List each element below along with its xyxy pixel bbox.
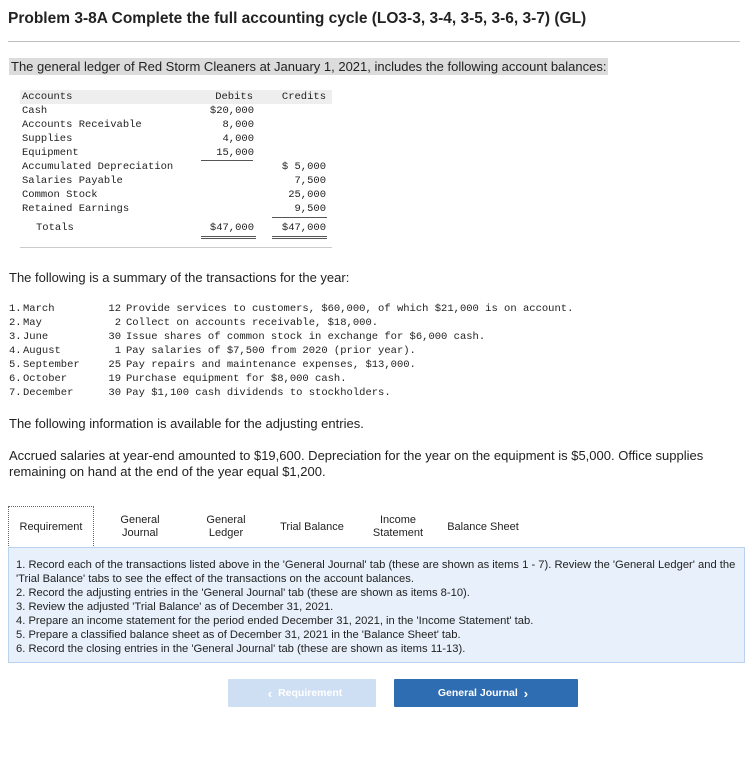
tab-label: Requirement	[19, 520, 83, 533]
tx-description: Collect on accounts receivable, $18,000.	[126, 317, 379, 329]
ledger-debit: 8,000	[222, 119, 254, 131]
ledger-header-row	[20, 90, 332, 104]
header-credits: Credits	[281, 91, 326, 103]
transaction-row	[9, 344, 669, 358]
tx-number: 1.	[9, 303, 22, 315]
debit-total-double-rule	[201, 238, 256, 239]
ledger-account: Accumulated Depreciation	[22, 161, 174, 173]
ledger-account: Supplies	[22, 133, 73, 145]
requirement-item: 4. Prepare an income statement for the period ended December 31, 2021, in the 'Income Statement' tab.	[16, 615, 534, 627]
requirement-item: 6. Record the closing entries in the 'General Journal' tab (these are shown as items 11-13).	[16, 643, 466, 655]
tx-month: June	[23, 331, 49, 343]
totals-debit: $47,000	[209, 222, 254, 234]
ledger-account: Accounts Receivable	[22, 119, 142, 131]
tx-month: August	[23, 345, 61, 357]
tab-label: Ledger	[208, 527, 244, 539]
header-accounts: Accounts	[22, 91, 73, 103]
tx-description: Purchase equipment for $8,000 cash.	[126, 373, 347, 385]
requirement-item: 2. Record the adjusting entries in the 'General Journal' tab (these are shown as items 8-10).	[16, 587, 470, 599]
transaction-row	[9, 372, 669, 386]
transaction-row	[9, 330, 669, 344]
prev-requirement-button[interactable]	[228, 679, 376, 707]
ledger-row	[20, 104, 332, 118]
transaction-row	[9, 358, 669, 372]
ledger-row	[20, 202, 332, 216]
tab-label: General	[120, 514, 160, 526]
next-general-journal-button[interactable]	[394, 679, 578, 707]
credit-total-double-rule	[272, 236, 327, 237]
transaction-row	[9, 386, 669, 400]
tx-day: 1	[114, 345, 121, 357]
tx-month: May	[23, 317, 42, 329]
ledger-debit: 15,000	[216, 147, 254, 159]
tab-general-ledger[interactable]	[183, 506, 269, 548]
transaction-row	[9, 302, 669, 316]
ledger-credit: 25,000	[288, 189, 326, 201]
transaction-row	[9, 316, 669, 330]
ledger-account: Salaries Payable	[22, 175, 123, 187]
tab-label: Statement	[372, 527, 424, 539]
requirement-item: 1. Record each of the transactions listed above in the 'General Journal' tab (these are shown as items 1 - 7). Review the 'General Ledger' and the 'Trial Balance' tabs to see the effect of the transactions on the account balances.	[16, 559, 736, 585]
tx-month: October	[23, 373, 68, 385]
adjusting-detail: Accrued salaries at year-end amounted to $19,600. Depreciation for the year on the equipment is $5,000. Office supplies remaining on hand at the end of the year equal $1,200.	[9, 448, 704, 479]
title-divider	[8, 41, 740, 42]
ledger-row	[20, 160, 332, 174]
tx-description: Provide services to customers, $60,000, of which $21,000 is on account.	[126, 303, 574, 315]
ledger-account: Common Stock	[22, 189, 98, 201]
tx-number: 7.	[9, 387, 22, 399]
tx-description: Issue shares of common stock in exchange for $6,000 cash.	[126, 331, 486, 343]
tx-day: 30	[108, 387, 121, 399]
tx-description: Pay salaries of $7,500 from 2020 (prior year).	[126, 345, 416, 357]
chevron-right-icon: ›	[523, 685, 529, 701]
ledger-row	[20, 174, 332, 188]
tx-number: 6.	[9, 373, 22, 385]
tab-trial-balance[interactable]	[269, 506, 355, 548]
requirement-item: 5. Prepare a classified balance sheet as of December 31, 2021 in the 'Balance Sheet' tab.	[16, 629, 461, 641]
tx-day: 30	[108, 331, 121, 343]
tx-day: 2	[114, 317, 121, 329]
ledger-row	[20, 132, 332, 146]
header-debits: Debits	[215, 91, 253, 103]
ledger-credit: $ 5,000	[281, 161, 326, 173]
tab-general-journal[interactable]	[97, 506, 183, 548]
ledger-credit: 9,500	[294, 203, 326, 215]
totals-label: Totals	[36, 222, 74, 234]
ledger-account: Equipment	[22, 147, 79, 159]
tab-label: General	[206, 514, 246, 526]
debit-total-double-rule	[201, 236, 256, 237]
tx-number: 5.	[9, 359, 22, 371]
tx-day: 19	[108, 373, 121, 385]
ledger-row	[20, 188, 332, 202]
chevron-left-icon: ‹	[267, 685, 273, 701]
adjusting-intro: The following information is available for the adjusting entries.	[9, 416, 364, 431]
tab-income-statement[interactable]	[355, 506, 441, 548]
tab-label: Journal	[121, 527, 159, 539]
requirements-panel	[8, 547, 745, 663]
tx-number: 2.	[9, 317, 22, 329]
tx-day: 12	[108, 303, 121, 315]
tab-label: Balance Sheet	[447, 520, 519, 533]
tx-month: September	[23, 359, 80, 371]
tab-label: Income	[379, 514, 417, 526]
problem-intro: The general ledger of Red Storm Cleaners at January 1, 2021, includes the following account balances:	[11, 59, 607, 74]
tab-requirement[interactable]	[8, 506, 94, 548]
ledger-account: Retained Earnings	[22, 203, 130, 215]
tab-label: Trial Balance	[280, 520, 344, 533]
next-button-label: General Journal	[437, 687, 518, 699]
ledger-account: Cash	[22, 105, 48, 117]
totals-credit: $47,000	[281, 222, 326, 234]
requirement-item: 3. Review the adjusted 'Trial Balance' as of December 31, 2021.	[16, 601, 334, 613]
ledger-debit: $20,000	[209, 105, 254, 117]
ledger-totals-row	[20, 221, 332, 235]
tx-description: Pay $1,100 cash dividends to stockholders.	[126, 387, 391, 399]
tx-description: Pay repairs and maintenance expenses, $13,000.	[126, 359, 416, 371]
prev-button-label: Requirement	[278, 687, 343, 699]
tx-number: 3.	[9, 331, 22, 343]
tab-balance-sheet[interactable]	[441, 506, 525, 548]
ledger-credit: 7,500	[294, 175, 326, 187]
summary-label: The following is a summary of the transactions for the year:	[9, 270, 350, 285]
requirements-list	[16, 558, 741, 656]
ledger-row	[20, 118, 332, 132]
tx-day: 25	[108, 359, 121, 371]
tx-month: December	[23, 387, 74, 399]
tx-month: March	[23, 303, 55, 315]
ledger-debit: 4,000	[222, 133, 254, 145]
credit-subtotal-rule	[272, 217, 327, 218]
problem-title: Problem 3-8A Complete the full accounting cycle (LO3-3, 3-4, 3-5, 3-6, 3-7) (GL)	[8, 10, 587, 27]
ledger-row	[20, 146, 332, 160]
credit-total-double-rule	[272, 238, 327, 239]
tx-number: 4.	[9, 345, 22, 357]
ledger-table	[20, 88, 332, 248]
